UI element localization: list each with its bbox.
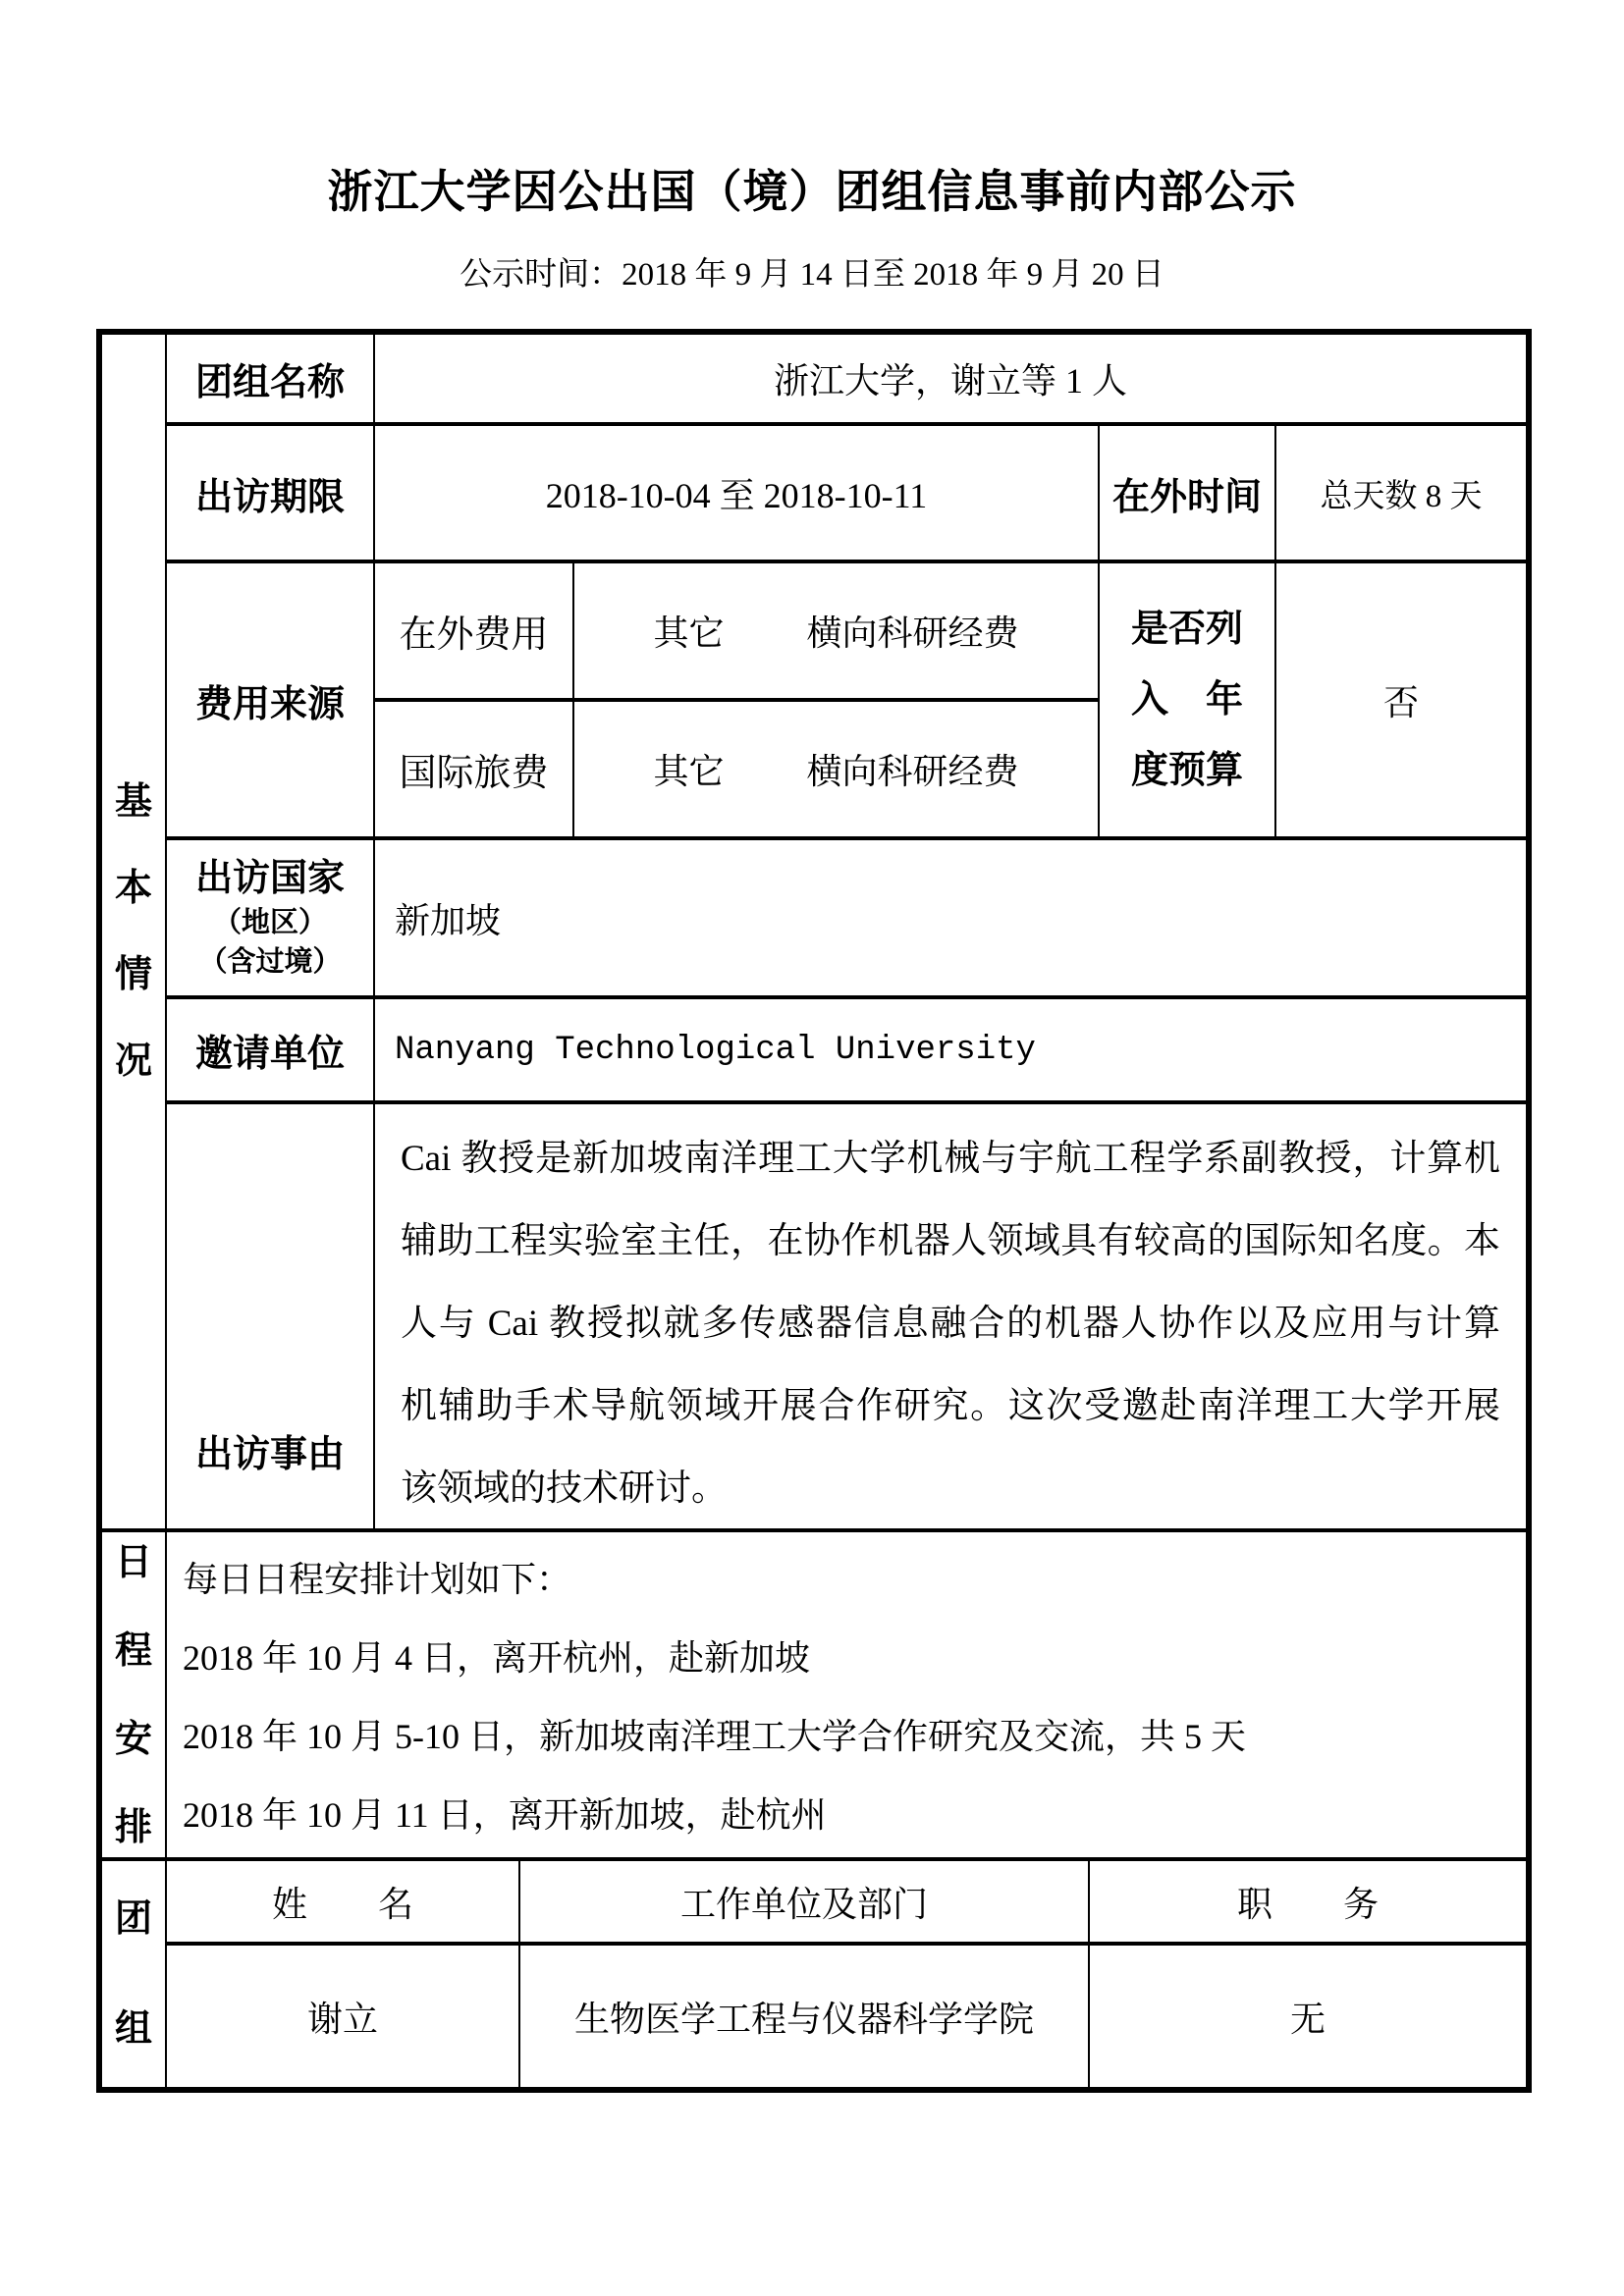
intl-travel-source: 横向科研经费 [806,752,1019,791]
group-name-label: 团组名称 [167,335,375,426]
intl-travel-value [574,702,1100,840]
vertical-label-char: 情 [114,954,152,995]
vertical-label-char: 程 [114,1629,152,1672]
page-title: 浙江大学因公出国（境）团组信息事前内部公示 [327,166,1297,217]
publicity-period: 公示时间：2018 年 9 月 14 日至 2018 年 9 月 20 日 [460,257,1164,294]
abroad-cost-source: 横向科研经费 [806,614,1019,653]
inviter-label: 邀请单位 [167,999,375,1104]
schedule-line: 每日日程安排计划如下： [183,1560,572,1599]
visit-period-value: 2018-10-04 至 2018-10-11 [375,426,1100,563]
visit-country-label [167,840,375,999]
visit-reason-line: Cai 教授是新加坡南洋理工大学机械与宇航工程学系副教授，计算机 [401,1139,1500,1179]
group-name-value: 浙江大学，谢立等 1 人 [375,335,1526,426]
members-vertical-label [102,1861,167,2087]
intl-travel-item-label: 国际旅费 [375,702,574,840]
vertical-label-char: 安 [114,1718,152,1760]
visit-reason-line: 该领域的技术研讨。 [401,1468,728,1509]
budget-question-line3: 度预算 [1130,750,1243,791]
schedule-line: 2018 年 10 月 4 日，离开杭州，赴新加坡 [183,1638,811,1678]
total-days-value: 总天数 8 天 [1276,426,1526,563]
schedule-vertical-label [102,1532,167,1861]
members-section [102,1861,1526,2087]
visit-reason-line: 人与 Cai 教授拟就多传感器信息融合的机器人协作以及应用与计算 [401,1304,1500,1344]
schedule-section [102,1532,1526,1861]
member-name-header: 姓 名 [167,1861,520,1946]
visit-reason-line: 机辅助手术导航领域开展合作研究。这次受邀赴南洋理工大学开展 [401,1386,1500,1426]
visit-country-label-main: 出访国家 [194,857,345,899]
funding-source-label: 费用来源 [167,563,375,840]
basic-info-section [102,335,1526,1532]
member-title-header: 职 务 [1090,1861,1526,1946]
vertical-label-char: 团 [114,1898,152,1940]
schedule-line: 2018 年 10 月 5-10 日，新加坡南洋理工大学合作研究及交流，共 5 天 [183,1717,1246,1756]
vertical-label-char: 况 [114,1041,152,1082]
visit-country-value: 新加坡 [375,840,1526,999]
member-name-value: 谢立 [167,1946,520,2087]
inviter-value: Nanyang Technological University [375,999,1526,1104]
basic-info-vertical-label [102,335,167,1532]
member-unit-header: 工作单位及部门 [520,1861,1090,1946]
intl-travel-type: 其它 [653,752,725,791]
member-title-value: 无 [1289,1999,1326,2039]
info-table [96,329,1532,2093]
visit-reason-line: 辅助工程实验室主任，在协作机器人领域具有较高的国际知名度。本 [401,1221,1500,1261]
budget-question-line1: 是否列 [1130,609,1243,650]
budget-question-label [1100,563,1276,840]
visit-period-label: 出访期限 [167,426,375,563]
visit-country-label-note1: （地区） [212,907,327,939]
visit-reason-value [375,1104,1526,1532]
schedule-line: 2018 年 10 月 11 日，离开新加坡，赴杭州 [183,1795,827,1835]
vertical-label-char: 本 [114,868,152,909]
vertical-label-char: 基 [114,781,152,823]
vertical-label-char: 排 [114,1806,152,1848]
budget-question-line2: 入 年 [1130,679,1243,721]
member-unit-value: 生物医学工程与仪器科学学院 [520,1946,1090,2087]
schedule-content [167,1532,1526,1861]
vertical-label-char: 日 [114,1541,152,1583]
abroad-cost-item-label: 在外费用 [375,563,574,702]
time-abroad-label: 在外时间 [1100,426,1276,563]
visit-reason-label: 出访事由 [167,1104,375,1532]
abroad-cost-value [574,563,1100,702]
budget-answer-value: 否 [1276,563,1526,840]
visit-country-label-note2: （含过境） [198,945,342,978]
abroad-cost-type: 其它 [653,614,725,653]
vertical-label-char: 组 [114,2008,152,2050]
